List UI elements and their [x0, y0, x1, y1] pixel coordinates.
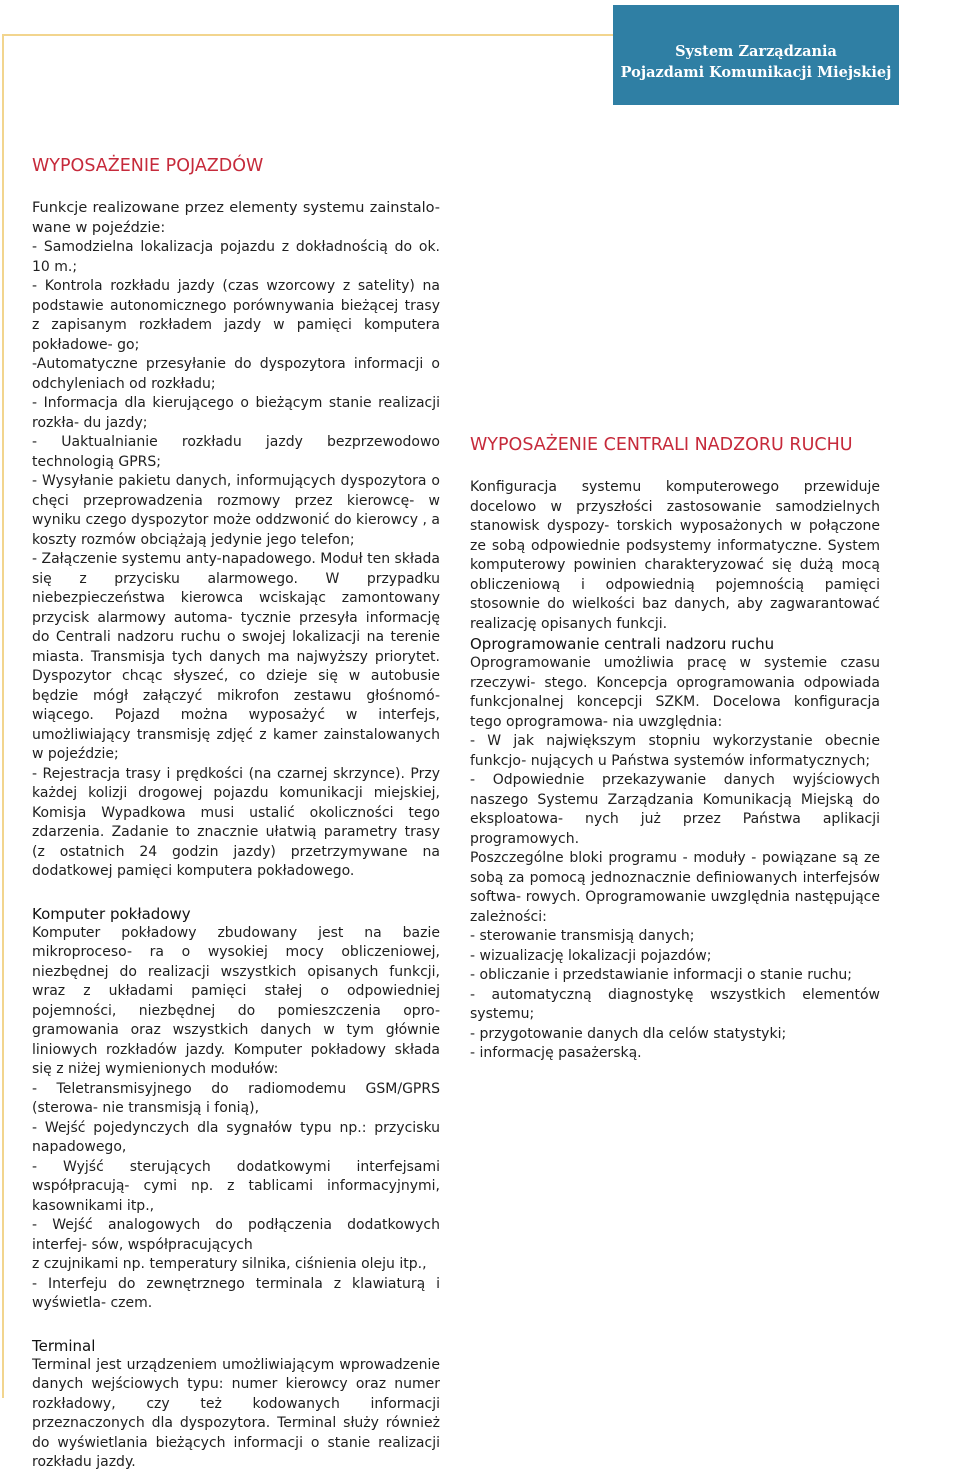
- software-item: - przygotowanie danych dla celów statystyki;: [470, 1025, 787, 1042]
- left-column: [32, 156, 440, 1473]
- vehicle-function-item: - Rejestracja trasy i prędkości (na czarnej skrzynce). Przy każdej kolizji drogowej pojazdu komunikacji miejskiej, Komisja Wypadkowa musi ustalić okoliczności tego zdarzenia. Zadanie to znacznie ułatwią parametry trasy (z ostatnich 24 godzin jazdy) przetrzymywane na dodatkowej pamięci komputera pokładowego.: [32, 765, 440, 879]
- page-border-top: [2, 34, 613, 36]
- section-heading-vehicle-equipment: WYPOSAŻENIE POJAZDÓW: [32, 156, 264, 176]
- software-item: - obliczanie i przedstawianie informacji o stanie ruchu;: [470, 967, 853, 983]
- software-item: - informację pasażerską.: [470, 1045, 642, 1061]
- onboard-computer-heading: Komputer pokładowy: [32, 904, 191, 923]
- section-heading-control-center: WYPOSAŻENIE CENTRALI NADZORU RUCHU: [470, 435, 853, 455]
- right-column: [470, 435, 880, 1064]
- control-center-intro: Konfiguracja systemu komputerowego przewiduje docelowo w przyszłości zastosowanie samodzielnych stanowisk dyspozy- torskich wyposażonych w połączone ze sobą odpowiednie podsystemy informatyczne. System komputerowy powinien charakteryzować się dużą mocą obliczeniową i odpowiednią pojemnością pamięci stosownie do wielkości baz danych, aby zagwarantować realizację opisanych funkcji.: [470, 479, 880, 632]
- onboard-computer-item: - Interfeju do zewnętrznego terminala z klawiaturą i wyświetla- czem.: [32, 1275, 440, 1311]
- vehicle-function-item: - Samodzielna lokalizacja pojazdu z dokładnością do ok. 10 m.;: [32, 239, 440, 275]
- software-item: Poszczególne bloki programu - moduły - powiązane są ze sobą za pomocą jednoznacznie definiowanych interfejsów softwa- rowych. Oprogramowanie uwzględnia następujące zależności:: [470, 850, 880, 925]
- onboard-computer-item: - Wejść pojedynczych dla sygnałów typu np.: przycisku napadowego,: [32, 1119, 440, 1155]
- vehicle-function-item: - Załączenie systemu anty-napadowego. Moduł ten składa się z przycisku alarmowego. W przypadku niebezpieczeństwa kierowca wciskając zamontowany przycisk alarmowy automa- tycznie przesyła informację do Centrali nadzoru ruchu o swojej lokalizacji na terenie miasta. Transmisja tych danych ma najwyższy priorytet. Dyspozytor chcąc słyszeć, co dzieje się w autobusie będzie mógł załączyć mikrofon zestawu głośnomó- wiącego. Pojazd można wyposażyć w interfejs, umożliwiający transmisję zdjęć z kamer zainstalowanych w pojeździe;: [32, 551, 440, 762]
- vehicle-function-item: - Informacja dla kierującego o bieżącym stanie realizacji rozkła- du jazdy;: [32, 395, 440, 431]
- vehicle-function-item: - Kontrola rozkładu jazdy (czas wzorcowy z satelity) na podstawie autonomicznego porównywania bieżącej trasy z zapisanym rozkładem jazdy w pamięci komputera pokładowe- go;: [32, 278, 440, 353]
- page-border-left: [2, 34, 4, 1398]
- header-box: [613, 5, 899, 105]
- onboard-computer-item: Komputer pokładowy zbudowany jest na bazie mikroproceso- ra o wysokiej mocy obliczeniowej, niezbędnej do realizacji wszystkich opisanych funkcji, wraz z układami pamięci stałej o odpowiedniej pojemności, niezbędnej do pomieszczenia opro- gramowania oraz wszystkich danych w tym głównie liniowych rozkładów jazdy. Komputer pokładowy składa się z niżej wymienionych modułów:: [32, 924, 440, 1077]
- terminal-heading: Terminal: [32, 1336, 96, 1355]
- software-item: - wizualizację lokalizacji pojazdów;: [470, 947, 712, 964]
- software-item: Oprogramowanie umożliwia pracę w systemie czasu rzeczywi- stego. Koncepcja oprogramowania odpowiada funkcjonalnej koncepcji SZKM. Docelowa konfiguracja tego oprogramowa- nia uwzględnia:: [470, 655, 880, 730]
- vehicle-function-item: - Wysyłanie pakietu danych, informujących dyspozytora o chęci przeprowadzenia rozmowy przez kierowcę- w wyniku czego dyspozytor może oddzwonić do kierowcy , a koszty rozmów obciążają jedynie jego telefon;: [32, 473, 440, 548]
- terminal-text: Terminal jest urządzeniem umożliwiającym wprowadzenie danych wejściowych typu: numer kierowcy oraz numer rozkładowy, czy też kodowanych informacji przeznaczonych dla dyspozytora. Terminal służy również do wyświetlania bieżących informacji o stanie realizacji rozkładu jazdy.: [32, 1356, 440, 1470]
- onboard-computer-item: z czujnikami np. temperatury silnika, ciśnienia oleju itp.,: [32, 1256, 427, 1272]
- vehicle-function-item: - Uaktualnianie rozkładu jazdy bezprzewodowo technologią GPRS;: [32, 434, 440, 470]
- header-title-line2: Pojazdami Komunikacji Miejskiej: [620, 64, 892, 81]
- vehicle-functions-intro: Funkcje realizowane przez elementy systemu zainstalo- wane w pojeździe:: [32, 200, 440, 236]
- vehicle-function-item: -Automatyczne przesyłanie do dyspozytora informacji o odchyleniach od rozkładu;: [32, 356, 440, 392]
- onboard-computer-item: - Wejść analogowych do podłączenia dodatkowych interfej- sów, współpracujących: [32, 1217, 440, 1253]
- onboard-computer-item: - Wyjść sterujących dodatkowymi interfejsami współpracują- cymi np. z tablicami informacyjnymi, kasownikami itp.,: [32, 1158, 440, 1214]
- software-heading: Oprogramowanie centrali nadzoru ruchu: [470, 635, 775, 653]
- software-item: - Odpowiednie przekazywanie danych wyjściowych naszego Systemu Zarządzania Komunikacją Miejską do eksploatowa- nych już przez Państwa aplikacji programowych.: [470, 772, 880, 847]
- software-item: - W jak największym stopniu wykorzystanie obecnie funkcjo- nujących u Państwa systemów informatycznych;: [470, 733, 880, 769]
- software-item: - automatyczną diagnostykę wszystkich elementów systemu;: [470, 986, 880, 1022]
- onboard-computer-item: - Teletransmisyjnego do radiomodemu GSM/GPRS (sterowa- nie transmisją i fonią),: [32, 1080, 440, 1116]
- software-item: - sterowanie transmisją danych;: [470, 928, 695, 944]
- header-title-line1: System Zarządzania: [675, 43, 837, 60]
